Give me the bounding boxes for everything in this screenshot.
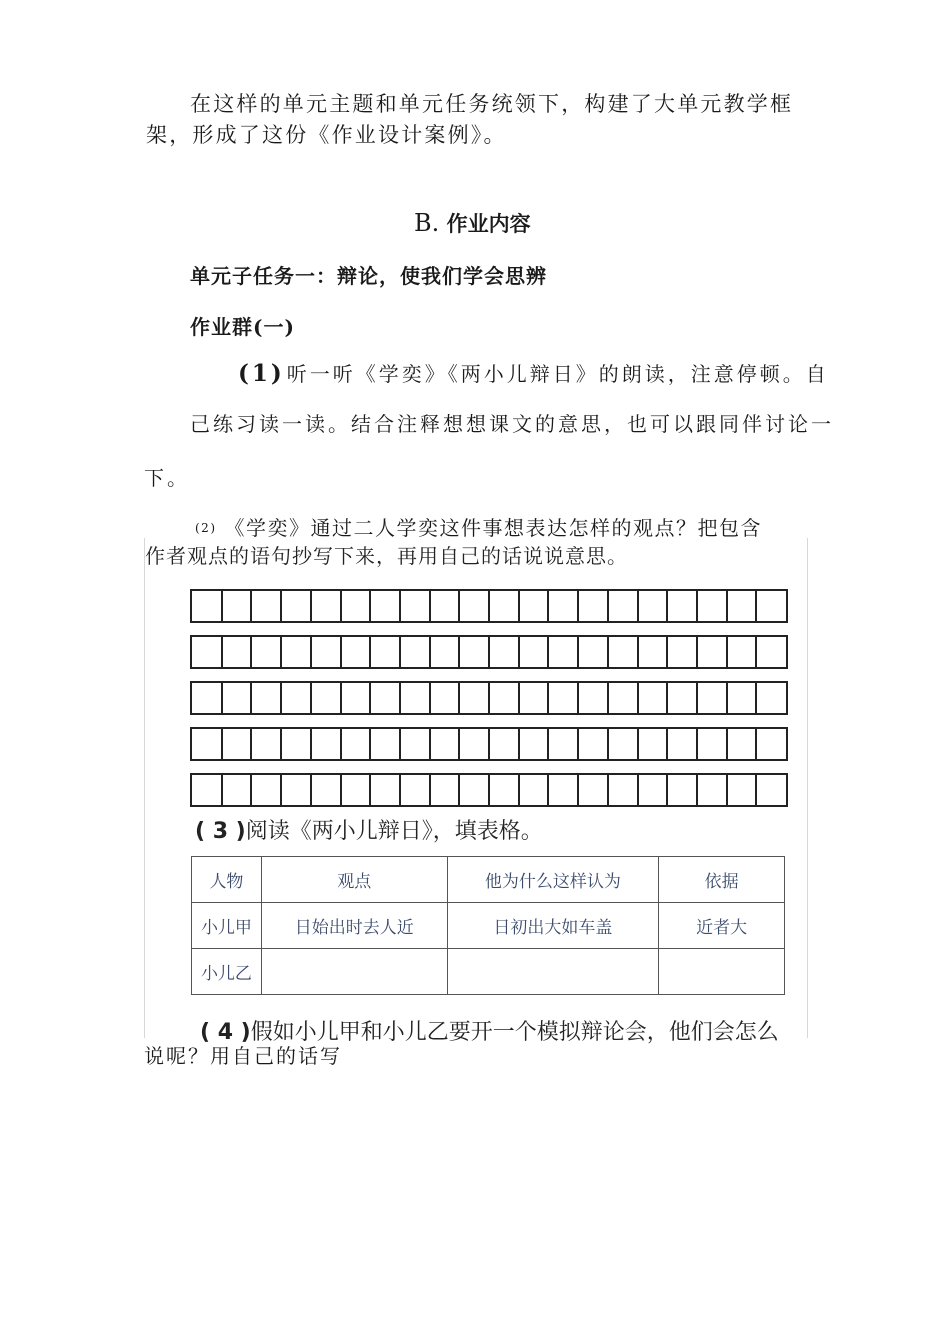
table-cell: 小儿乙	[192, 949, 262, 995]
grid-cell-divider	[726, 729, 728, 759]
table-cell: 近者大	[659, 903, 785, 949]
subtask-heading: 单元子任务一：辩论，使我们学会思辨	[190, 264, 547, 288]
grid-cell-divider	[547, 729, 549, 759]
table-cell: 他为什么这样认为	[447, 857, 659, 903]
grid-cell-divider	[340, 775, 342, 805]
grid-cell-divider	[755, 729, 757, 759]
grid-row	[190, 589, 788, 623]
grid-cell-divider	[280, 729, 282, 759]
grid-cell-divider	[607, 591, 609, 621]
grid-cell-divider	[577, 683, 579, 713]
table-header-row	[192, 857, 785, 903]
grid-cell-divider	[488, 591, 490, 621]
grid-cell-divider	[518, 637, 520, 667]
grid-cell-divider	[726, 637, 728, 667]
grid-cell-divider	[340, 729, 342, 759]
table-cell[interactable]	[659, 949, 785, 995]
table-cell: 人物	[192, 857, 262, 903]
grid-cell-divider	[637, 683, 639, 713]
grid-cell-divider	[250, 775, 252, 805]
grid-cell-divider	[369, 591, 371, 621]
grid-cell-divider	[577, 775, 579, 805]
grid-cell-divider	[310, 637, 312, 667]
section-heading	[414, 208, 531, 238]
question-3-number: ( 3 )	[195, 819, 246, 844]
grid-cell-divider	[399, 729, 401, 759]
grid-cell-divider	[637, 637, 639, 667]
grid-cell-divider	[726, 591, 728, 621]
table-cell[interactable]	[261, 949, 447, 995]
grid-cell-divider	[250, 637, 252, 667]
grid-cell-divider	[369, 683, 371, 713]
grid-cell-divider	[340, 683, 342, 713]
grid-cell-divider	[696, 637, 698, 667]
question-3	[195, 814, 543, 845]
grid-cell-divider	[696, 591, 698, 621]
table-cell: 小儿甲	[192, 903, 262, 949]
grid-cell-divider	[310, 683, 312, 713]
grid-cell-divider	[369, 775, 371, 805]
grid-cell-divider	[458, 729, 460, 759]
grid-cell-divider	[518, 591, 520, 621]
grid-cell-divider	[607, 637, 609, 667]
grid-cell-divider	[250, 591, 252, 621]
grid-cell-divider	[666, 683, 668, 713]
grid-cell-divider	[518, 683, 520, 713]
grid-cell-divider	[666, 591, 668, 621]
grid-cell-divider	[310, 729, 312, 759]
grid-cell-divider	[340, 637, 342, 667]
grid-cell-divider	[488, 637, 490, 667]
grid-cell-divider	[696, 775, 698, 805]
table-cell: 依据	[659, 857, 785, 903]
grid-cell-divider	[458, 637, 460, 667]
grid-cell-divider	[310, 775, 312, 805]
grid-cell-divider	[607, 729, 609, 759]
table-cell: 观点	[261, 857, 447, 903]
section-title: 作业内容	[446, 211, 531, 236]
grid-cell-divider	[221, 591, 223, 621]
grid-cell-divider	[726, 683, 728, 713]
grid-cell-divider	[666, 775, 668, 805]
grid-cell-divider	[577, 729, 579, 759]
grid-cell-divider	[280, 637, 282, 667]
grid-cell-divider	[755, 637, 757, 667]
table-cell: 日初出大如车盖	[447, 903, 659, 949]
grid-cell-divider	[577, 637, 579, 667]
grid-cell-divider	[221, 683, 223, 713]
question-1-line-1	[238, 358, 829, 387]
grid-cell-divider	[458, 683, 460, 713]
question-2-line-2: 作者观点的语句抄写下来，再用自己的话说说意思。	[145, 544, 628, 568]
grid-cell-divider	[369, 729, 371, 759]
table-row	[192, 903, 785, 949]
grid-cell-divider	[547, 775, 549, 805]
grid-cell-divider	[755, 775, 757, 805]
grid-row	[190, 681, 788, 715]
intro-line-2: 架，形成了这份《作业设计案例》。	[146, 123, 507, 147]
group-heading: 作业群(一)	[190, 315, 295, 339]
grid-cell-divider	[310, 591, 312, 621]
grid-cell-divider	[458, 591, 460, 621]
grid-cell-divider	[547, 591, 549, 621]
question-1-number: (1)	[238, 360, 285, 387]
grid-cell-divider	[547, 637, 549, 667]
grid-cell-divider	[429, 683, 431, 713]
grid-cell-divider	[696, 683, 698, 713]
grid-cell-divider	[637, 775, 639, 805]
grid-cell-divider	[488, 775, 490, 805]
grid-cell-divider	[429, 729, 431, 759]
grid-cell-divider	[637, 729, 639, 759]
section-letter: B.	[414, 209, 440, 237]
question-3-text: 阅读《两小儿辩日》，填表格。	[245, 819, 543, 844]
grid-row	[190, 727, 788, 761]
grid-cell-divider	[280, 775, 282, 805]
grid-cell-divider	[755, 683, 757, 713]
grid-cell-divider	[458, 775, 460, 805]
grid-cell-divider	[250, 729, 252, 759]
question-1-text: 听一听《学奕》《两小儿辩日》的朗读，注意停顿。自	[286, 362, 829, 386]
grid-cell-divider	[607, 775, 609, 805]
grid-cell-divider	[340, 591, 342, 621]
grid-cell-divider	[429, 637, 431, 667]
fill-in-table	[191, 856, 785, 995]
question-2-line-1	[195, 512, 762, 541]
grid-cell-divider	[399, 591, 401, 621]
grid-cell-divider	[518, 729, 520, 759]
grid-cell-divider	[221, 775, 223, 805]
grid-cell-divider	[547, 683, 549, 713]
question-2-number: (2)	[195, 521, 217, 535]
question-4-text: 假如小儿甲和小儿乙要开一个模拟辩论会，他们会怎么	[250, 1020, 779, 1045]
question-1-line-2: 己练习读一读。结合注释想想课文的意思，也可以跟同伴讨论一	[190, 412, 834, 436]
intro-line-1: 在这样的单元主题和单元任务统领下，构建了大单元教学框	[190, 92, 794, 116]
grid-cell-divider	[399, 775, 401, 805]
question-4-line-2: 说呢？用自己的话写	[144, 1044, 342, 1068]
grid-cell-divider	[488, 729, 490, 759]
grid-cell-divider	[221, 637, 223, 667]
grid-cell-divider	[637, 591, 639, 621]
table-cell: 日始出时去人近	[261, 903, 447, 949]
grid-row	[190, 773, 788, 807]
grid-cell-divider	[488, 683, 490, 713]
question-1-line-3: 下。	[144, 466, 190, 490]
grid-cell-divider	[577, 591, 579, 621]
grid-cell-divider	[607, 683, 609, 713]
grid-cell-divider	[280, 591, 282, 621]
grid-cell-divider	[666, 729, 668, 759]
grid-cell-divider	[666, 637, 668, 667]
grid-cell-divider	[280, 683, 282, 713]
grid-cell-divider	[369, 637, 371, 667]
grid-cell-divider	[221, 729, 223, 759]
grid-cell-divider	[726, 775, 728, 805]
question-4-number: ( 4 )	[200, 1020, 251, 1045]
table-row	[192, 949, 785, 995]
worksheet-image	[144, 538, 808, 1045]
grid-cell-divider	[518, 775, 520, 805]
grid-cell-divider	[429, 591, 431, 621]
writing-grid	[190, 589, 788, 819]
grid-cell-divider	[399, 637, 401, 667]
table-cell[interactable]	[447, 949, 659, 995]
grid-row	[190, 635, 788, 669]
grid-cell-divider	[755, 591, 757, 621]
grid-cell-divider	[696, 729, 698, 759]
grid-cell-divider	[250, 683, 252, 713]
grid-cell-divider	[399, 683, 401, 713]
question-2-text: 《学奕》通过二人学奕这件事想表达怎样的观点？把包含	[224, 516, 762, 540]
grid-cell-divider	[429, 775, 431, 805]
